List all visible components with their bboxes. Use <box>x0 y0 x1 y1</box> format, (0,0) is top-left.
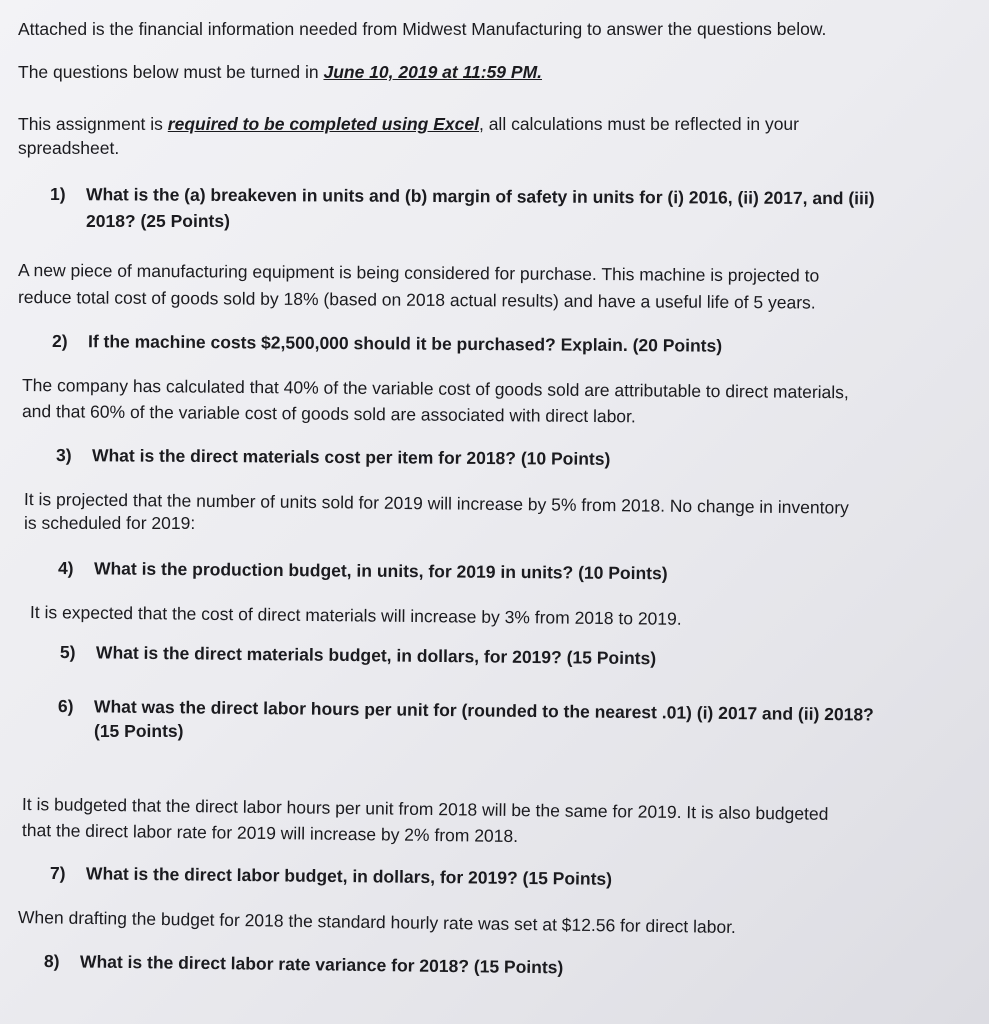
question-text: What is the direct labor rate variance for 2018? (15 Points) <box>79 951 564 978</box>
question-3 <box>56 444 610 470</box>
paragraph-materials: It is expected that the cost of direct materials will increase by 3% from 2018 to 2019. <box>29 602 682 629</box>
paragraph-units-line1: It is projected that the number of units sold for 2019 will increase by 5% from 2018. No change in inventory <box>23 489 849 518</box>
question-1 <box>50 183 875 209</box>
question-text: If the machine costs $2,500,000 should it be purchased? Explain. (20 Points) <box>87 331 723 356</box>
paragraph-rate: When drafting the budget for 2018 the standard hourly rate was set at $12.56 for direct labor. <box>17 907 737 938</box>
paragraph-units-line2: is scheduled for 2019: <box>24 513 196 533</box>
paragraph-machine-line1: A new piece of manufacturing equipment is being considered for purchase. This machine is projected to <box>17 260 820 286</box>
paragraph-labor-line1: It is budgeted that the direct labor hours per unit from 2018 will be the same for 2019. It is also budgeted <box>21 794 829 824</box>
due-date: June 10, 2019 at 11:59 PM. <box>323 62 543 82</box>
paragraph-variable-line1: The company has calculated that 40% of the variable cost of goods sold are attributable to direct materials, <box>21 375 849 403</box>
question-8 <box>44 950 564 978</box>
question-text: What is the production budget, in units, for 2019 in units? (10 Points) <box>93 558 668 584</box>
intro-due <box>18 61 542 83</box>
question-1-line2: 2018? (25 Points) <box>86 211 230 231</box>
question-number: 8) <box>43 951 60 972</box>
question-number: 6) <box>57 696 74 717</box>
assign-emphasis: required to be completed using Excel <box>167 114 479 134</box>
paragraph-variable-line2: and that 60% of the variable cost of goods sold are associated with direct labor. <box>21 401 636 427</box>
question-number: 1) <box>49 184 66 205</box>
paragraph-labor-line2: that the direct labor rate for 2019 will increase by 2% from 2018. <box>21 820 519 847</box>
paragraph-machine-line2: reduce total cost of goods sold by 18% (based on 2018 actual results) and have a useful life of 5 years. <box>17 287 816 313</box>
question-text: What is the direct materials budget, in dollars, for 2019? (15 Points) <box>95 642 657 669</box>
question-5 <box>60 641 656 669</box>
due-prefix: The questions below must be turned in <box>18 62 324 82</box>
question-text: What is the direct materials cost per item for 2018? (10 Points) <box>91 445 611 469</box>
question-text: What is the direct labor budget, in dollars, for 2019? (15 Points) <box>85 863 613 889</box>
assign-prefix: This assignment is <box>18 114 168 134</box>
question-2 <box>52 330 722 357</box>
question-number: 4) <box>57 558 74 579</box>
question-number: 2) <box>51 331 68 352</box>
intro-assignment <box>18 113 799 135</box>
question-text: What was the direct labor hours per unit for (rounded to the nearest .01) (i) 2017 and (ii) 2018? <box>93 696 874 725</box>
intro-assignment-line2: spreadsheet. <box>18 138 120 158</box>
assign-suffix: , all calculations must be reflected in your <box>478 114 799 134</box>
question-number: 3) <box>55 445 72 466</box>
question-text: What is the (a) breakeven in units and (b) margin of safety in units for (i) 2016, (ii) 2017, and (iii) <box>85 184 875 209</box>
question-number: 5) <box>59 642 76 663</box>
question-4 <box>58 557 668 584</box>
question-number: 7) <box>49 863 66 884</box>
intro-attached: Attached is the financial information needed from Midwest Manufacturing to answer the questions below. <box>18 19 827 39</box>
question-7 <box>50 862 612 890</box>
question-6-line2: (15 Points) <box>94 721 184 741</box>
